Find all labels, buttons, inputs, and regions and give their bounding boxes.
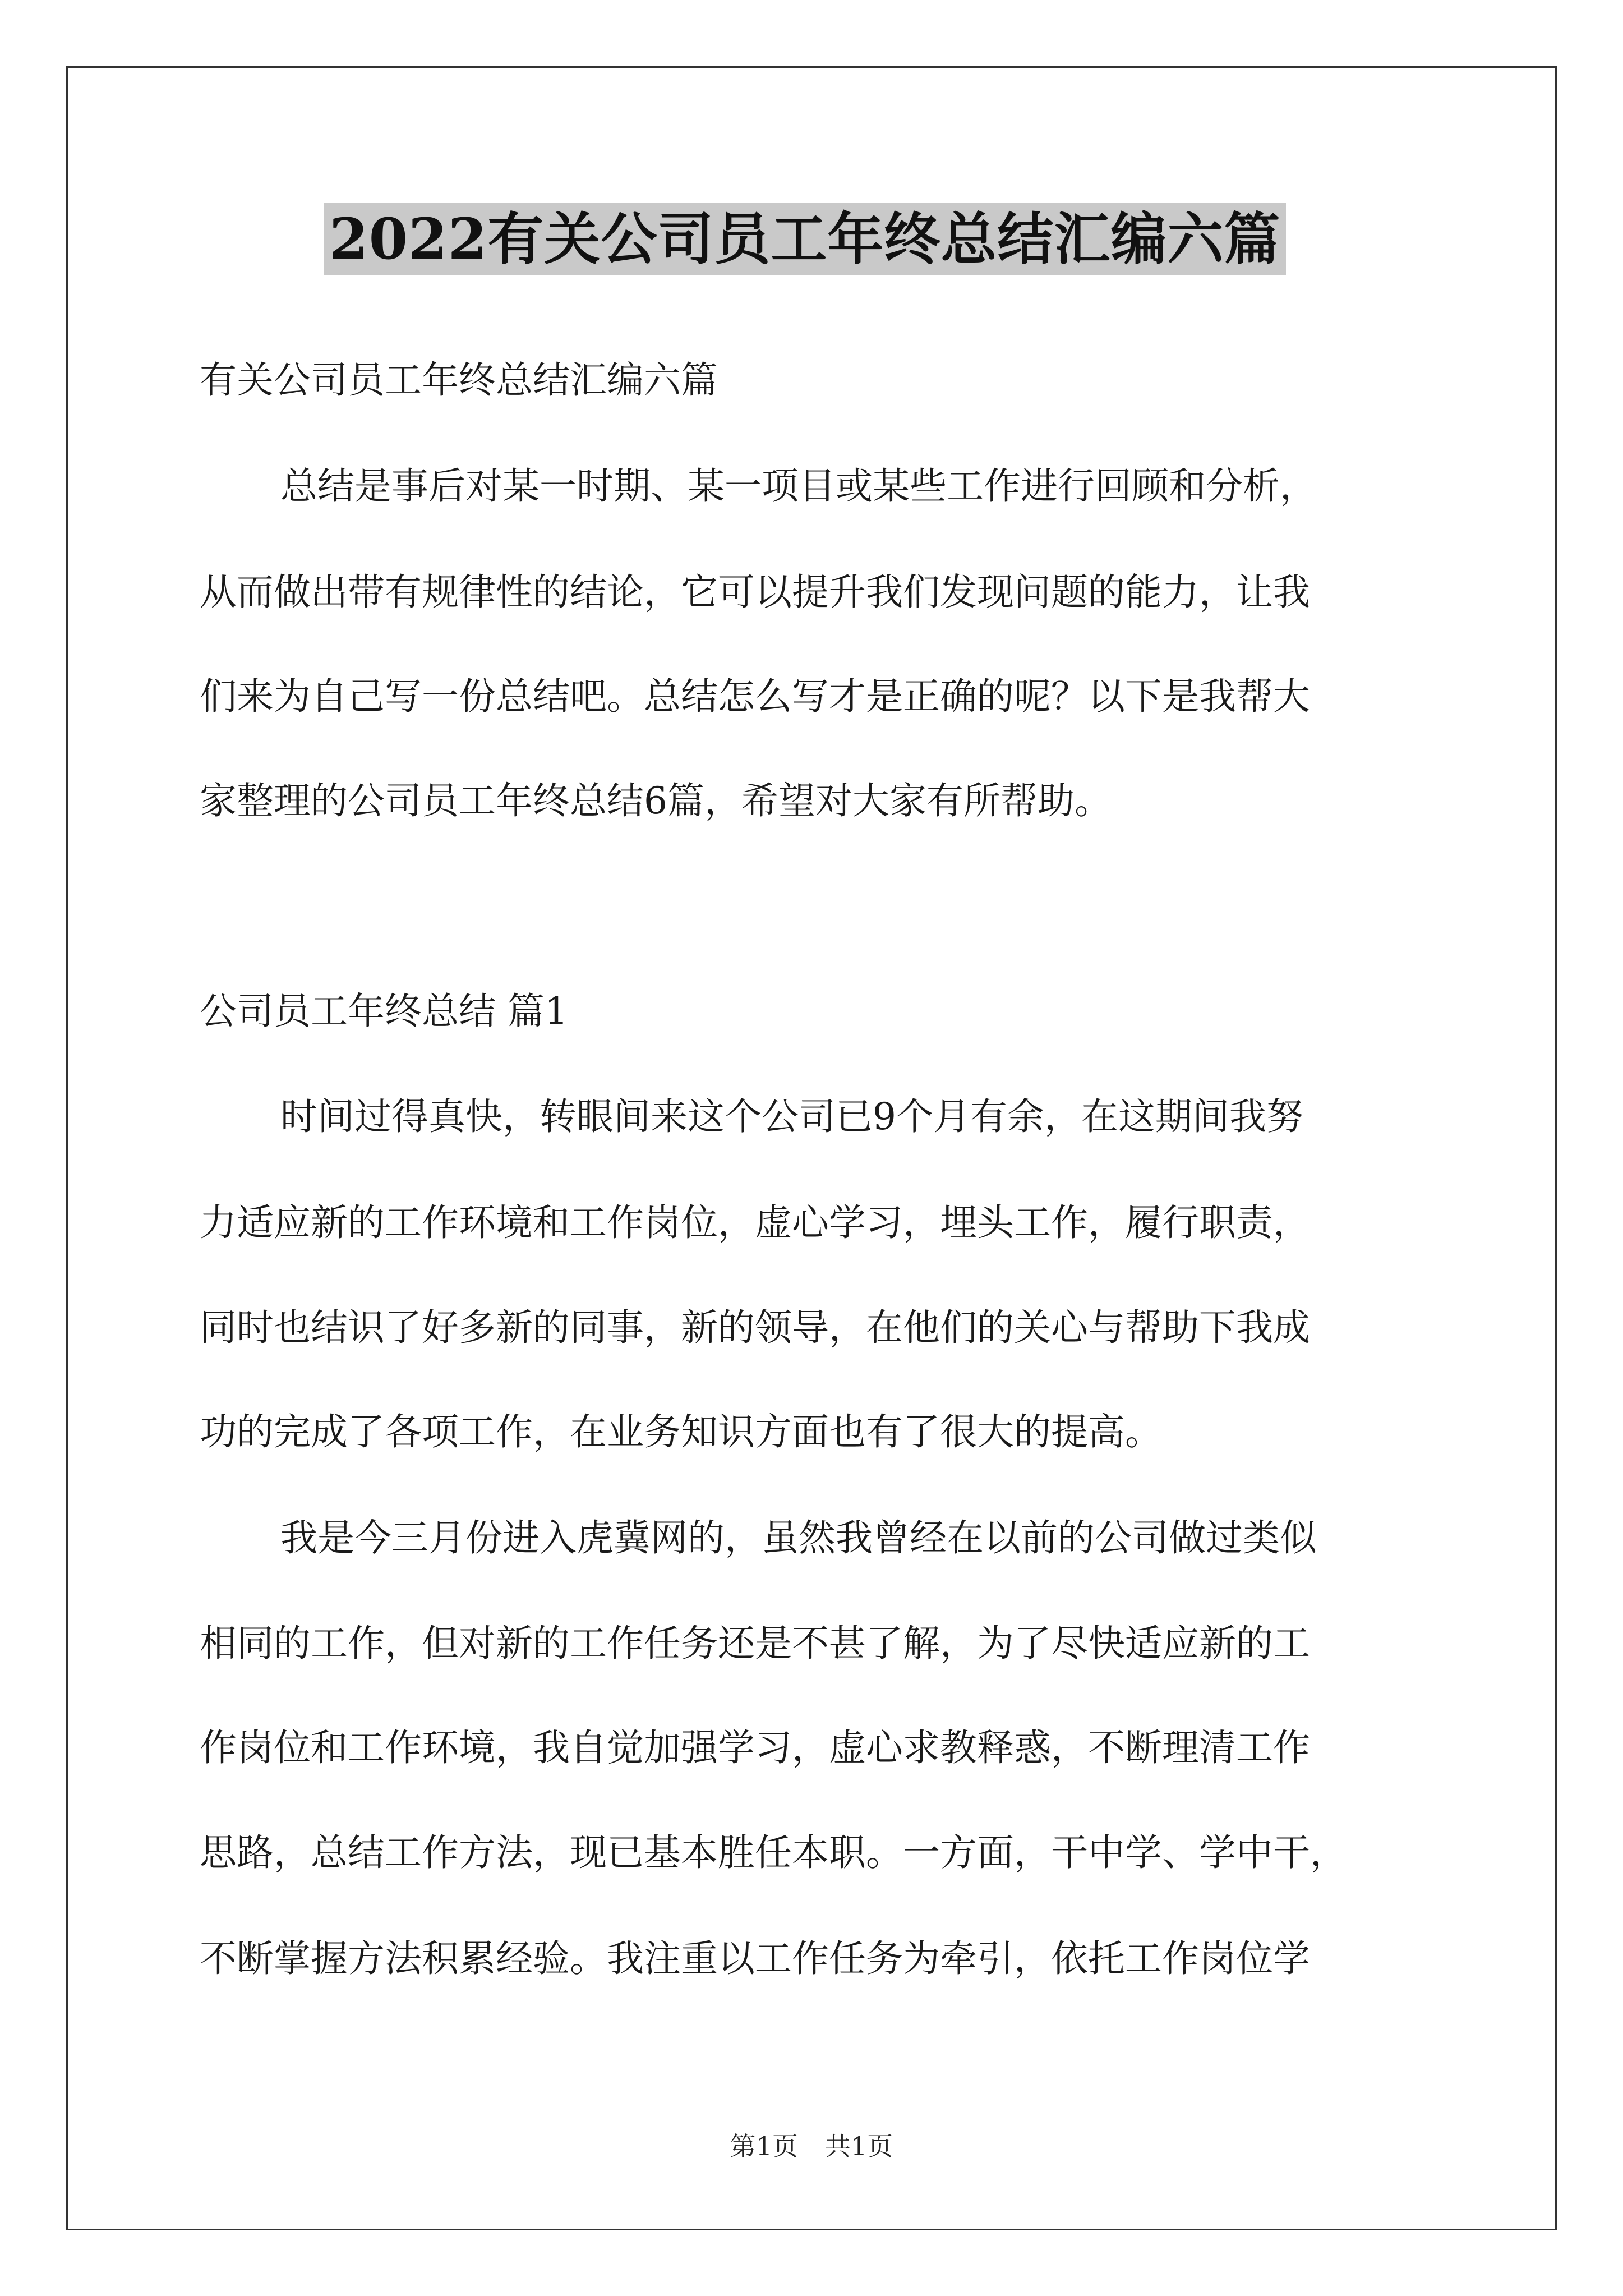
intro-line: 们来为自己写一份总结吧。总结怎么写才是正确的呢？以下是我帮大	[200, 675, 1310, 718]
document-title: 2022有关公司员工年终总结汇编六篇	[324, 203, 1286, 275]
paragraph-line: 时间过得真快，转眼间来这个公司已9个月有余，在这期间我努	[280, 1095, 1303, 1138]
paragraph-line: 我是今三月份进入虎冀网的，虽然我曾经在以前的公司做过类似	[280, 1516, 1317, 1559]
page-total: 共1页	[825, 2131, 893, 2161]
paragraph-line: 作岗位和工作环境，我自觉加强学习，虚心求教释惑，不断理清工作	[200, 1726, 1310, 1769]
section-heading: 公司员工年终总结 篇1	[200, 990, 568, 1033]
paragraph-line: 相同的工作，但对新的工作任务还是不甚了解，为了尽快适应新的工	[200, 1622, 1310, 1665]
paragraph-line: 功的完成了各项工作，在业务知识方面也有了很大的提高。	[200, 1410, 1162, 1453]
paragraph-line: 同时也结识了好多新的同事，新的领导，在他们的关心与帮助下我成	[200, 1306, 1310, 1349]
document-subtitle: 有关公司员工年终总结汇编六篇	[200, 358, 718, 402]
page-footer	[0, 2126, 1623, 2163]
page-number: 第1页	[730, 2131, 798, 2161]
paragraph-line: 力适应新的工作环境和工作岗位，虚心学习，埋头工作，履行职责，	[200, 1201, 1310, 1244]
intro-line: 总结是事后对某一时期、某一项目或某些工作进行回顾和分析，	[280, 464, 1317, 508]
intro-line: 家整理的公司员工年终总结6篇，希望对大家有所帮助。	[200, 779, 1112, 822]
paragraph-line: 思路，总结工作方法，现已基本胜任本职。一方面，干中学、学中干，	[200, 1831, 1347, 1874]
intro-line: 从而做出带有规律性的结论，它可以提升我们发现问题的能力，让我	[200, 570, 1310, 614]
paragraph-line: 不断掌握方法积累经验。我注重以工作任务为牵引，依托工作岗位学	[200, 1937, 1310, 1980]
